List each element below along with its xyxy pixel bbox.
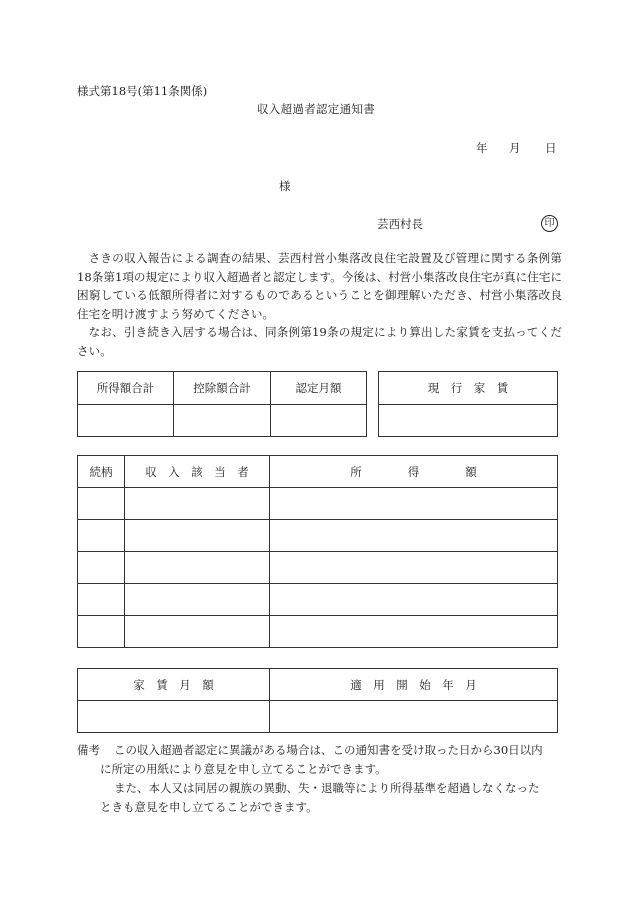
header-start-year-month: 適 用 開 始 年 月 bbox=[270, 669, 558, 701]
seal-mark: 印 bbox=[541, 215, 558, 232]
earner-cell[interactable] bbox=[125, 552, 270, 584]
certified-monthly-cell[interactable] bbox=[271, 405, 367, 437]
remarks-line-2: に所定の用紙により意見を申し立てることができます。 bbox=[100, 762, 387, 776]
header-income-amount: 所 得 額 bbox=[270, 456, 558, 488]
addressee-suffix: 様 bbox=[279, 179, 291, 193]
header-total-deduction: 控除額合計 bbox=[174, 372, 271, 405]
remarks-line-3: また、本人又は同居の親族の異動、失・退職等により所得基準を超過しなくなった bbox=[114, 781, 540, 795]
table-row bbox=[78, 584, 558, 616]
income-cell[interactable] bbox=[270, 616, 558, 648]
income-cell[interactable] bbox=[270, 584, 558, 616]
header-current-rent: 現 行 家 賃 bbox=[379, 372, 558, 405]
total-income-cell[interactable] bbox=[78, 405, 174, 437]
relationship-cell[interactable] bbox=[78, 616, 125, 648]
notice-body bbox=[77, 249, 562, 360]
relationship-cell[interactable] bbox=[78, 520, 125, 552]
date-year-label: 年 bbox=[476, 141, 488, 155]
earner-cell[interactable] bbox=[125, 584, 270, 616]
earner-cell[interactable] bbox=[125, 616, 270, 648]
header-income-earner: 収 入 該 当 者 bbox=[125, 456, 270, 488]
total-deduction-cell[interactable] bbox=[174, 405, 271, 437]
body-paragraph-2: なお、引き続き入居する場合は、同条例第19条の規定により算出した家賃を支払ってください。 bbox=[77, 325, 562, 358]
income-cell[interactable] bbox=[270, 488, 558, 520]
start-year-month-cell[interactable] bbox=[270, 701, 558, 733]
current-rent-cell[interactable] bbox=[379, 405, 558, 437]
monthly-rent-cell[interactable] bbox=[78, 701, 270, 733]
document-title: 収入超過者認定通知書 bbox=[257, 102, 375, 116]
income-cell[interactable] bbox=[270, 552, 558, 584]
remarks-line-1: この収入超過者認定に異議がある場合は、この通知書を受け取った日から30日以内 bbox=[114, 743, 543, 757]
earner-cell[interactable] bbox=[125, 488, 270, 520]
relationship-cell[interactable] bbox=[78, 488, 125, 520]
header-relationship: 続柄 bbox=[78, 456, 125, 488]
table-row bbox=[78, 616, 558, 648]
income-summary-table bbox=[77, 371, 367, 437]
relationship-cell[interactable] bbox=[78, 552, 125, 584]
date-day-label: 日 bbox=[545, 141, 557, 155]
table-row bbox=[78, 488, 558, 520]
remarks-line-4: ときも意見を申し立てることができます。 bbox=[100, 800, 318, 814]
table-row bbox=[78, 520, 558, 552]
rent-application-table bbox=[77, 668, 558, 733]
body-paragraph-1: さきの収入報告による調査の結果、芸西村営小集落改良住宅設置及び管理に関する条例第18条第1項の規定により収入超過者と認定します。今後は、村営小集落改良住宅が真に住宅に困窮している低額所得者に対するものであるということを御理解いただき、村営小集落改良住宅を明け渡すよう努めてください。 bbox=[77, 251, 562, 321]
header-monthly-rent: 家 賃 月 額 bbox=[78, 669, 270, 701]
income-earners-table bbox=[77, 455, 558, 648]
header-certified-monthly: 認定月額 bbox=[271, 372, 367, 405]
issuer-name: 芸西村長 bbox=[377, 217, 423, 231]
table-row bbox=[78, 552, 558, 584]
income-cell[interactable] bbox=[270, 520, 558, 552]
remarks-label: 備考 bbox=[77, 743, 100, 757]
current-rent-table bbox=[378, 371, 558, 437]
form-number: 様式第18号(第11条関係) bbox=[77, 84, 208, 98]
relationship-cell[interactable] bbox=[78, 584, 125, 616]
date-month-label: 月 bbox=[509, 141, 521, 155]
earner-cell[interactable] bbox=[125, 520, 270, 552]
header-total-income: 所得額合計 bbox=[78, 372, 174, 405]
